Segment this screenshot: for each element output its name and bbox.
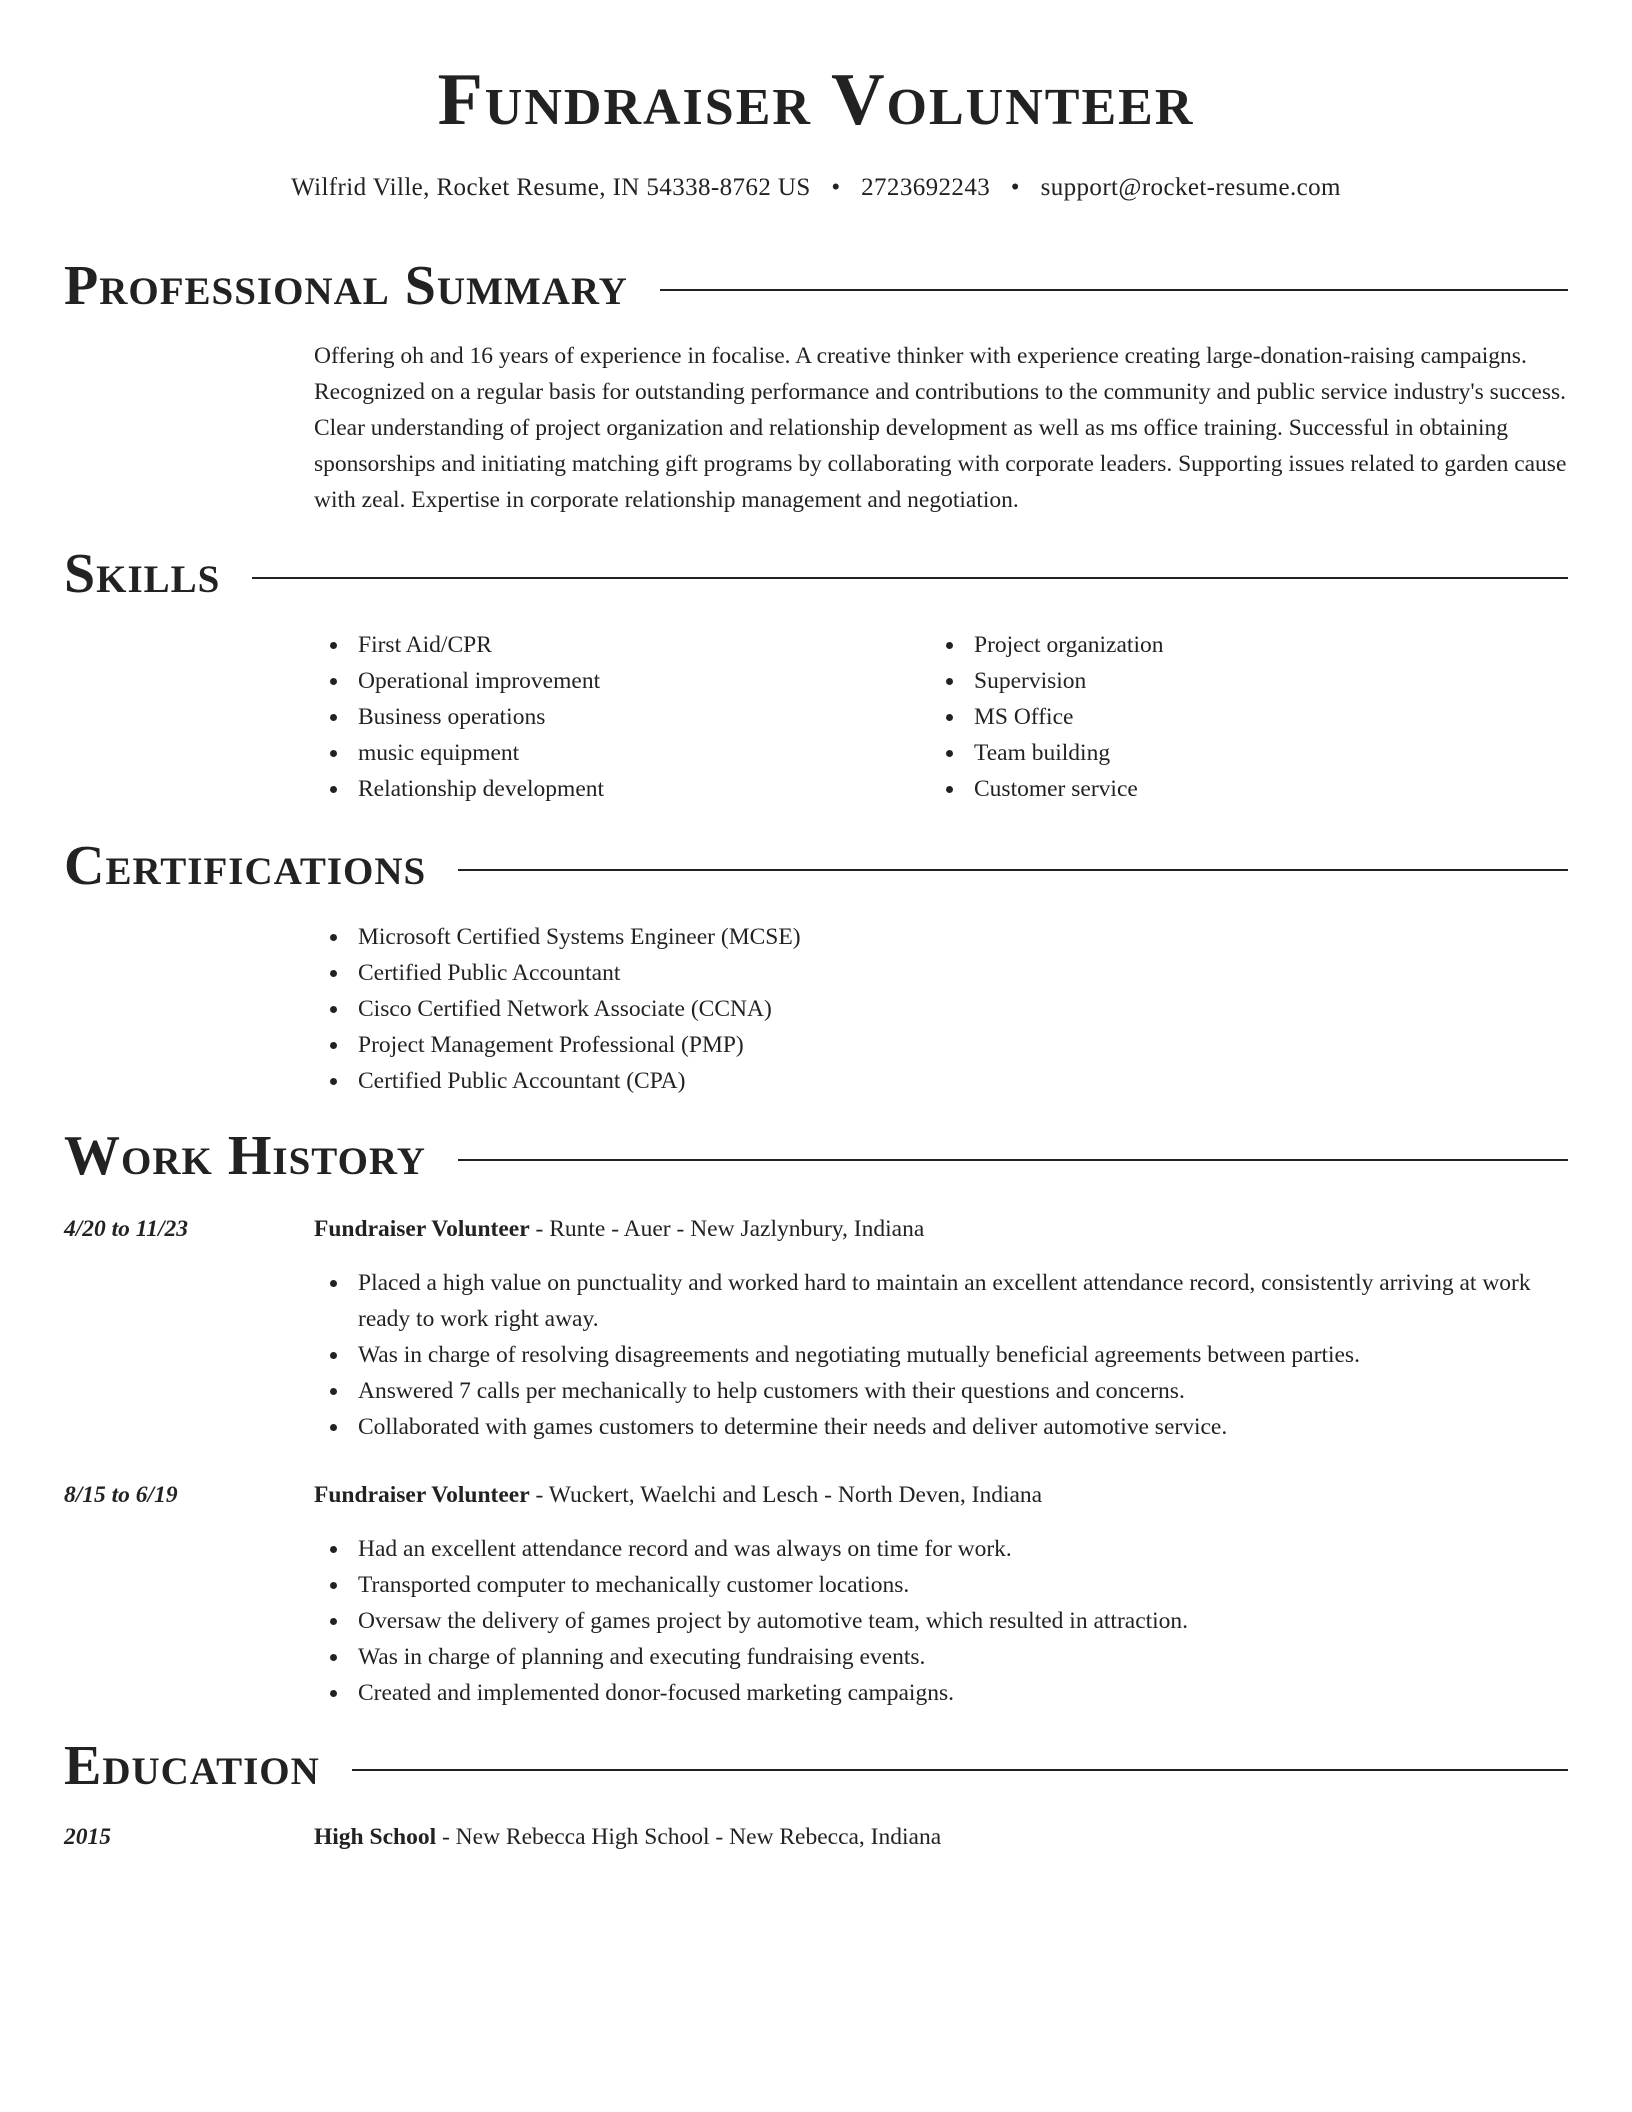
certifications-title: Certifications xyxy=(64,835,427,897)
candidate-name: Fundraiser Volunteer xyxy=(437,59,1195,141)
education-details: - New Rebecca High School - New Rebecca, Indiana xyxy=(436,1824,942,1850)
job-role: Fundraiser Volunteer xyxy=(314,1216,530,1242)
skills-list-right xyxy=(930,627,1490,807)
work-history-title: Work History xyxy=(64,1125,426,1187)
job-details: - Wuckert, Waelchi and Lesch - North Deven, Indiana xyxy=(529,1482,1043,1508)
job-dates: 8/15 to 6/19 xyxy=(64,1482,178,1508)
skill-item: First Aid/CPR xyxy=(314,627,874,663)
contact-separator: • xyxy=(831,174,841,201)
summary-section-header xyxy=(64,251,1568,321)
education-degree: High School xyxy=(314,1824,437,1850)
skill-item: Project organization xyxy=(930,627,1490,663)
section-divider xyxy=(458,1159,1568,1161)
job-role: Fundraiser Volunteer xyxy=(314,1482,530,1508)
job-bullet: Created and implemented donor-focused marketing campaigns. xyxy=(314,1675,1570,1711)
certification-item: Project Management Professional (PMP) xyxy=(314,1027,1414,1063)
education-heading xyxy=(314,1819,941,1855)
job-bullet: Answered 7 calls per mechanically to help customers with their questions and concerns. xyxy=(314,1373,1570,1409)
section-divider xyxy=(458,869,1568,871)
contact-separator: • xyxy=(1010,174,1020,201)
skills-title: Skills xyxy=(64,543,221,605)
education-section-header xyxy=(64,1731,1568,1801)
section-divider xyxy=(352,1769,1568,1771)
skill-item: Operational improvement xyxy=(314,663,874,699)
skill-item: Business operations xyxy=(314,699,874,735)
phone: 2723692243 xyxy=(861,174,991,201)
work-history-section-header xyxy=(64,1121,1568,1191)
skill-item: Team building xyxy=(930,735,1490,771)
skills-section-header xyxy=(64,539,1568,609)
summary-text: Offering oh and 16 years of experience in focalise. A creative thinker with experience creating large-donation-raising campaigns. Recognized on a regular basis for outstanding performance and contributions to the community and public service industry's success. Clear understanding of project organization and relationship development as well as ms office training. Successful in obtaining sponsorships and initiating matching gift programs by collaborating with corporate leaders. Supporting issues related to garden cause with zeal. Expertise in corporate relationship management and negotiation. xyxy=(314,343,1567,513)
skill-item: Relationship development xyxy=(314,771,874,807)
job-bullet: Collaborated with games customers to determine their needs and deliver automotive service. xyxy=(314,1409,1570,1445)
certification-item: Certified Public Accountant xyxy=(314,955,1414,991)
certification-item: Certified Public Accountant (CPA) xyxy=(314,1063,1414,1099)
skills-list-left xyxy=(314,627,874,807)
certifications-list xyxy=(314,919,1414,1099)
contact-line xyxy=(0,174,1632,202)
job-dates: 4/20 to 11/23 xyxy=(64,1216,189,1242)
certification-item: Microsoft Certified Systems Engineer (MCSE) xyxy=(314,919,1414,955)
job-bullet: Had an excellent attendance record and was always on time for work. xyxy=(314,1531,1570,1567)
skill-item: Customer service xyxy=(930,771,1490,807)
job-heading xyxy=(314,1477,1042,1513)
skill-item: Supervision xyxy=(930,663,1490,699)
address: Wilfrid Ville, Rocket Resume, IN 54338-8762 US xyxy=(291,174,811,201)
certification-item: Cisco Certified Network Associate (CCNA) xyxy=(314,991,1414,1027)
section-divider xyxy=(660,289,1568,291)
education-year: 2015 xyxy=(64,1824,111,1850)
education-title: Education xyxy=(64,1735,320,1797)
job-bullet: Placed a high value on punctuality and worked hard to maintain an excellent attendance record, consistently arriving at work ready to work right away. xyxy=(314,1265,1570,1337)
email: support@rocket-resume.com xyxy=(1040,174,1341,201)
job-details: - Runte - Auer - New Jazlynbury, Indiana xyxy=(529,1216,925,1242)
skill-item: music equipment xyxy=(314,735,874,771)
job-bullet: Was in charge of resolving disagreements and negotiating mutually beneficial agreements between parties. xyxy=(314,1337,1570,1373)
job-bullet: Was in charge of planning and executing fundraising events. xyxy=(314,1639,1570,1675)
job-heading xyxy=(314,1211,924,1247)
job-bullet: Transported computer to mechanically customer locations. xyxy=(314,1567,1570,1603)
job-bullets xyxy=(314,1531,1570,1711)
skill-item: MS Office xyxy=(930,699,1490,735)
job-bullets xyxy=(314,1265,1570,1445)
job-bullet: Oversaw the delivery of games project by automotive team, which resulted in attraction. xyxy=(314,1603,1570,1639)
certifications-section-header xyxy=(64,831,1568,901)
summary-title: Professional Summary xyxy=(64,255,628,317)
section-divider xyxy=(252,577,1568,579)
